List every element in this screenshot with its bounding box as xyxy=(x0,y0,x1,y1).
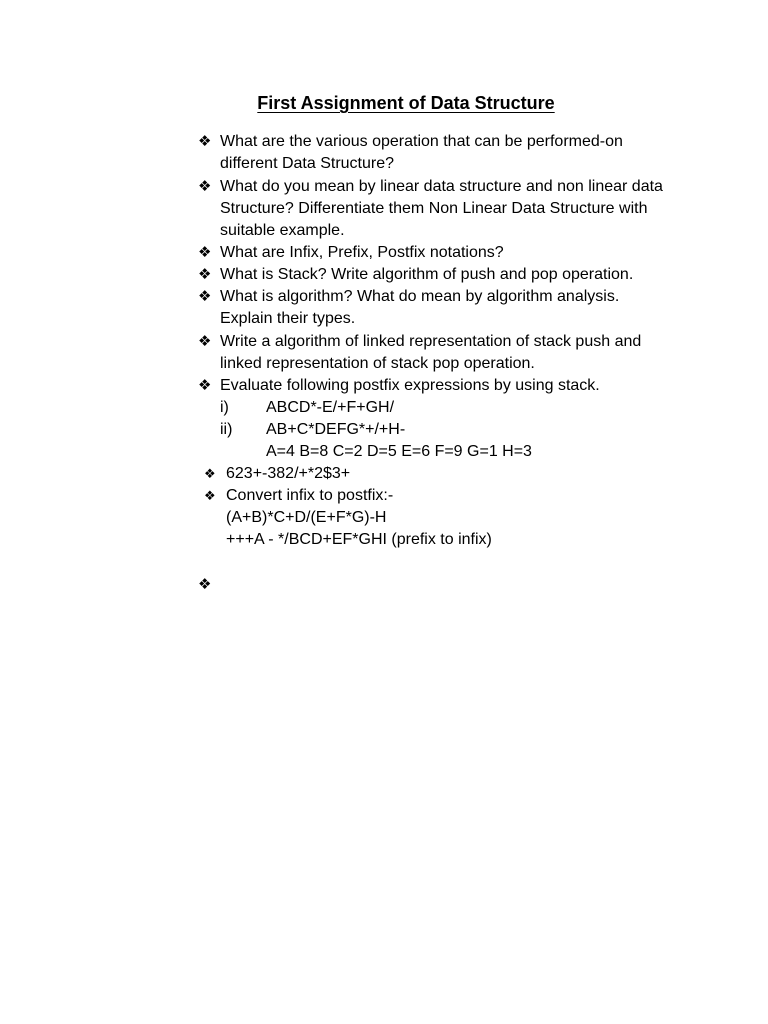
diamond-bullet-icon: ❖ xyxy=(198,333,212,350)
question-line: What is algorithm? What do mean by algorithm analysis. xyxy=(220,288,620,305)
postfix-expression: AB+C*DEFG*+/+H- xyxy=(266,421,406,438)
question-line: What are the various operation that can be performed-on xyxy=(220,133,623,150)
diamond-bullet-icon: ❖ xyxy=(198,377,212,394)
sub-item-number: ii) xyxy=(220,421,233,438)
extra-question-text: 623+-382/+*2$3+ xyxy=(226,465,351,482)
question-line: Evaluate following postfix expressions by using stack. xyxy=(220,377,600,394)
question-line: What are Infix, Prefix, Postfix notations? xyxy=(220,244,504,261)
diamond-bullet-icon: ❖ xyxy=(198,244,212,261)
question-line: What do you mean by linear data structure and non linear data xyxy=(220,178,663,195)
question-line: Explain their types. xyxy=(220,310,356,327)
diamond-bullet-icon: ❖ xyxy=(198,133,212,150)
diamond-bullet-icon: ❖ xyxy=(198,576,212,593)
question-line: Write a algorithm of linked representation of stack push and xyxy=(220,333,642,350)
extra-question-text: Convert infix to postfix:- xyxy=(226,487,394,504)
question-line: What is Stack? Write algorithm of push and pop operation. xyxy=(220,266,634,283)
diamond-bullet-icon: ❖ xyxy=(198,266,212,283)
diamond-bullet-icon: ❖ xyxy=(198,288,212,305)
conversion-expression-2: +++A - */BCD+EF*GHI (prefix to infix) xyxy=(226,531,492,548)
question-line: suitable example. xyxy=(220,222,345,239)
question-line: different Data Structure? xyxy=(220,155,395,172)
diamond-bullet-icon: ❖ xyxy=(198,178,212,195)
diamond-bullet-icon: ❖ xyxy=(204,466,216,481)
variable-values: A=4 B=8 C=2 D=5 E=6 F=9 G=1 H=3 xyxy=(266,443,532,460)
question-line: Structure? Differentiate them Non Linear Data Structure with xyxy=(220,200,648,217)
conversion-expression-1: (A+B)*C+D/(E+F*G)-H xyxy=(226,509,387,526)
page-title: First Assignment of Data Structure xyxy=(257,93,555,113)
diamond-bullet-icon: ❖ xyxy=(204,488,216,503)
question-line: linked representation of stack pop operation. xyxy=(220,355,535,372)
postfix-expression: ABCD*-E/+F+GH/ xyxy=(266,399,395,416)
sub-item-number: i) xyxy=(220,399,229,416)
